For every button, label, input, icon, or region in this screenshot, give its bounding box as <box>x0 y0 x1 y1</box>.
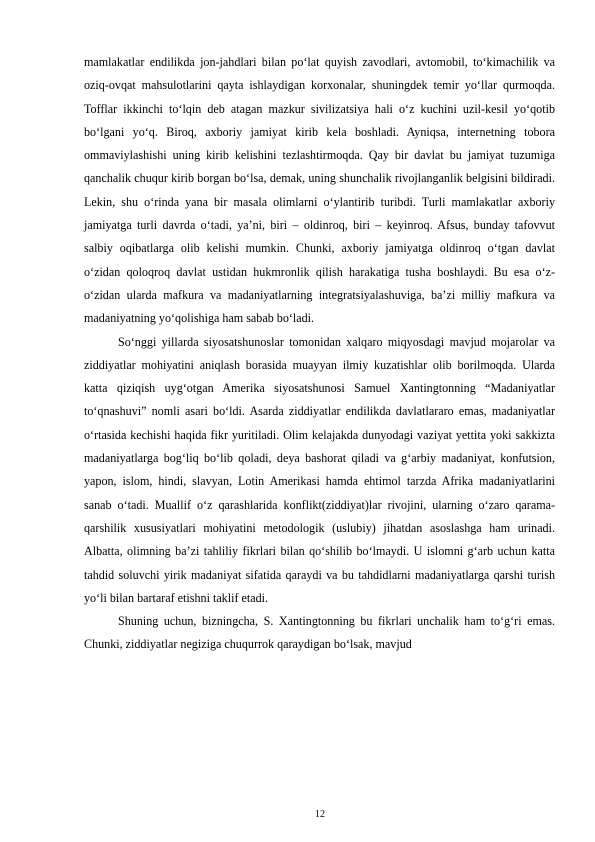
paragraph-3: Shuning uchun, bizningcha, S. Xantingtonning bu fikrlari unchalik ham toʻgʻri emas. Chunki, ziddiyatlar negiziga chuqurrok qaraydigan boʻlsak, mavjud <box>84 614 555 652</box>
paragraph-1: mamlakatlar endilikda jon-jahdlari bilan poʻlat quyish zavodlari, avtomobil, toʻkimachilik va oziq-ovqat mahsulotlarini qayta ishlaydigan korxonalar, shuningdek temir yoʻllar qurmoqda. Tofflar ikkinchi toʻlqin deb atagan mazkur sivilizatsiya hali oʻz kuchini uzil-kesil yoʻqotib boʻlgani yoʻq. Biroq, axboriy jamiyat kirib kela boshladi. Ayniqsa, internetning tobora ommaviylashishi uning kirib kelishini tezlashtirmoqda. Qay bir davlat bu jamiyat tuzumiga qanchalik chuqur kirib borgan boʻlsa, demak, uning shunchalik rivojlanganlik belgisini bildiradi. Lekin, shu oʻrinda yana bir masala olimlarni oʻylantirib turibdi. Turli mamlakatlar axboriy jamiyatga turli davrda oʻtadi, yaʼni, biri – oldinroq, biri – keyinroq. Afsus, bunday tafovvut salbiy oqibatlarga olib kelishi mumkin. Chunki, axboriy jamiyatga oldinroq oʻtgan davlat oʻzidan qoloqroq davlat ustidan hukmronlik qilish harakatiga tusha boshlaydi. Bu esa oʻz-oʻzidan ularda mafkura va madaniyatlarning integratsiyalashuviga, baʼzi milliy mafkura va madaniyatning yoʻqolishiga ham sabab boʻladi. <box>84 55 555 326</box>
page-number: 12 <box>315 809 325 820</box>
document-body <box>84 51 555 657</box>
paragraph-2: Soʻnggi yillarda siyosatshunoslar tomonidan xalqaro miqyosdagi mavjud mojarolar va ziddiyatlar mohiyatini aniqlash borasida muayyan ilmiy kuzatishlar olib borilmoqda. Ularda katta qiziqish uygʻotgan Amerika siyosatshunosi Samuel Xantingtonning “Madaniyatlar toʻqnashuvi” nomli asari boʻldi. Asarda ziddiyatlar endilikda davlatlararo emas, madaniyatlar oʻrtasida kechishi haqida fikr yuritiladi. Olim kelajakda dunyodagi vaziyat yettita yoki sakkizta madaniyatlarga bogʻliq boʻlib qoladi, deya bashorat qiladi va gʻarbiy madaniyat, konfutsion, yapon, islom, hindi, slavyan, Lotin Amerikasi hamda ehtimol tarzda Afrika madaniyatlarini sanab oʻtadi. Muallif oʻz qarashlarida konflikt(ziddiyat)lar rivojini, ularning oʻzaro qarama-qarshilik xususiyatlari mohiyatini metodologik (uslubiy) jihatdan asoslashga ham urinadi. Albatta, olimning baʼzi tahliliy fikrlari bilan qoʻshilib boʻlmaydi. U islomni gʻarb uchun katta tahdid soluvchi yirik madaniyat sifatida qaraydi va bu tahdidlarni madaniyatlarga qarshi turish yoʻli bilan bartaraf etishni taklif etadi. <box>84 334 555 605</box>
